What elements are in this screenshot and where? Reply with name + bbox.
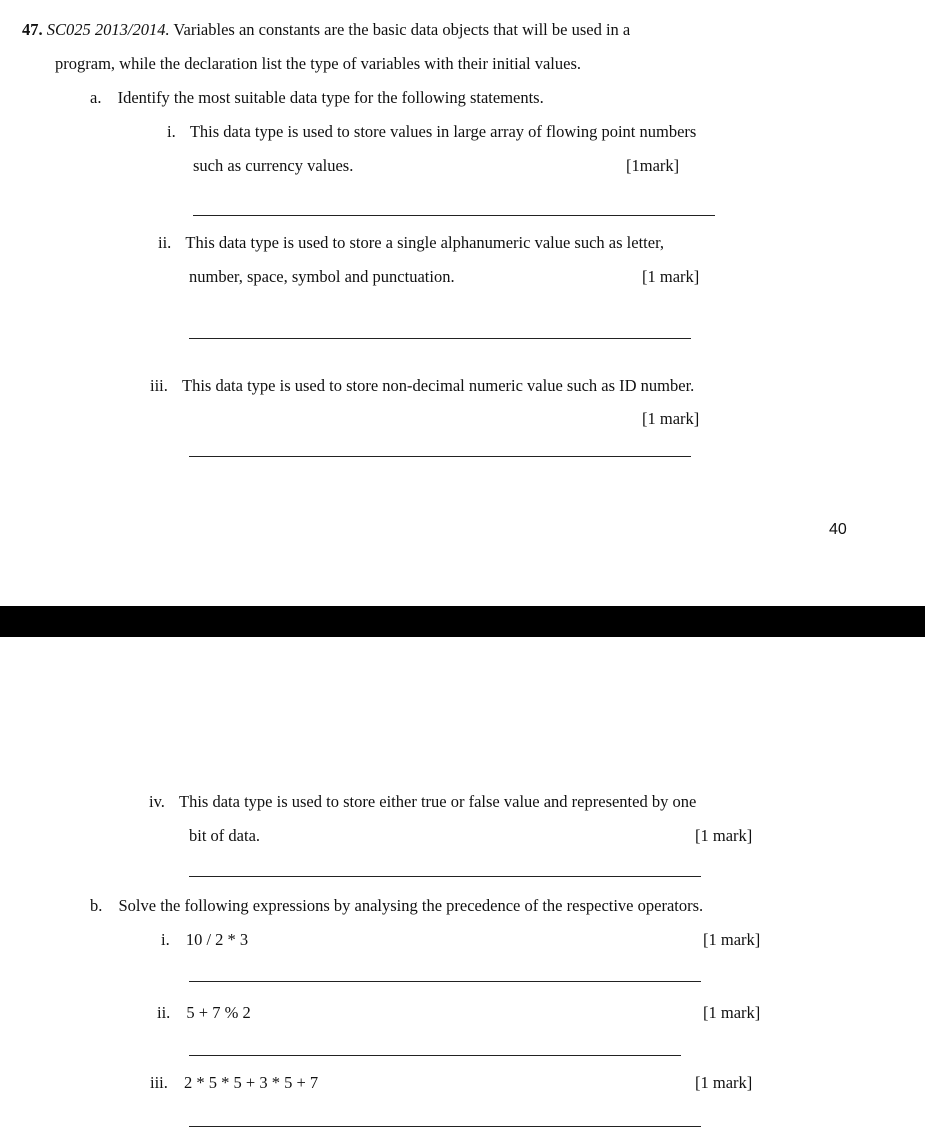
item-text-line2: bit of data. bbox=[189, 826, 261, 845]
answer-line bbox=[189, 981, 701, 982]
page-break-bar bbox=[0, 606, 925, 637]
item-number: ii. bbox=[157, 1003, 171, 1022]
item-number: i. bbox=[161, 930, 170, 949]
page-number: 40 bbox=[829, 521, 847, 538]
marks-label: [1 mark] bbox=[703, 1003, 761, 1022]
answer-line bbox=[193, 215, 715, 216]
part-a-item-iii bbox=[150, 376, 694, 396]
marks-label: [1 mark] bbox=[695, 1073, 753, 1092]
question-47-header bbox=[22, 20, 630, 40]
part-a-item-ii bbox=[158, 233, 664, 253]
answer-line bbox=[189, 338, 691, 339]
item-number: iv. bbox=[149, 792, 165, 811]
item-number: iii. bbox=[150, 1073, 168, 1092]
part-b-text: Solve the following expressions by analysing the precedence of the respective operators. bbox=[118, 896, 704, 915]
marks-label: [1 mark] bbox=[695, 826, 753, 845]
part-b-item-iii bbox=[150, 1073, 318, 1093]
part-a-item-iv bbox=[149, 792, 696, 812]
item-text-line1: This data type is used to store values in large array of flowing point numbers bbox=[189, 122, 697, 141]
part-b-label: b. bbox=[90, 896, 103, 915]
part-b-heading bbox=[90, 896, 703, 916]
answer-line bbox=[189, 456, 691, 457]
answer-line bbox=[189, 1055, 681, 1056]
question-source: SC025 2013/2014. bbox=[46, 20, 170, 39]
part-b-item-i bbox=[161, 930, 248, 950]
part-a-text: Identify the most suitable data type for the following statements. bbox=[117, 88, 544, 107]
marks-label: [1 mark] bbox=[642, 409, 700, 428]
item-text-line1: This data type is used to store non-decimal numeric value such as ID number. bbox=[182, 376, 695, 395]
part-b-item-ii bbox=[157, 1003, 251, 1023]
answer-line bbox=[189, 1126, 701, 1127]
item-text-line1: This data type is used to store a single alphanumeric value such as letter, bbox=[185, 233, 665, 252]
item-text-line1: This data type is used to store either true or false value and represented by one bbox=[179, 792, 697, 811]
expression: 2 * 5 * 5 + 3 * 5 + 7 bbox=[184, 1073, 319, 1092]
marks-label: [1 mark] bbox=[642, 267, 700, 286]
item-number: iii. bbox=[150, 376, 168, 395]
part-a-item-i bbox=[167, 122, 696, 142]
marks-label: [1 mark] bbox=[703, 930, 761, 949]
expression: 5 + 7 % 2 bbox=[186, 1003, 251, 1022]
item-text-line2: number, space, symbol and punctuation. bbox=[189, 267, 455, 286]
expression: 10 / 2 * 3 bbox=[185, 930, 249, 949]
answer-line bbox=[189, 876, 701, 877]
question-text-line1: Variables an constants are the basic data objects that will be used in a bbox=[173, 20, 631, 39]
marks-label: [1mark] bbox=[626, 156, 680, 175]
part-a-label: a. bbox=[90, 88, 102, 107]
question-number: 47. bbox=[22, 20, 43, 39]
item-number: i. bbox=[167, 122, 176, 141]
item-number: ii. bbox=[158, 233, 172, 252]
item-text-line2: such as currency values. bbox=[193, 156, 354, 175]
part-a-heading bbox=[90, 88, 544, 108]
question-text-line2: program, while the declaration list the type of variables with their initial values. bbox=[55, 54, 582, 73]
